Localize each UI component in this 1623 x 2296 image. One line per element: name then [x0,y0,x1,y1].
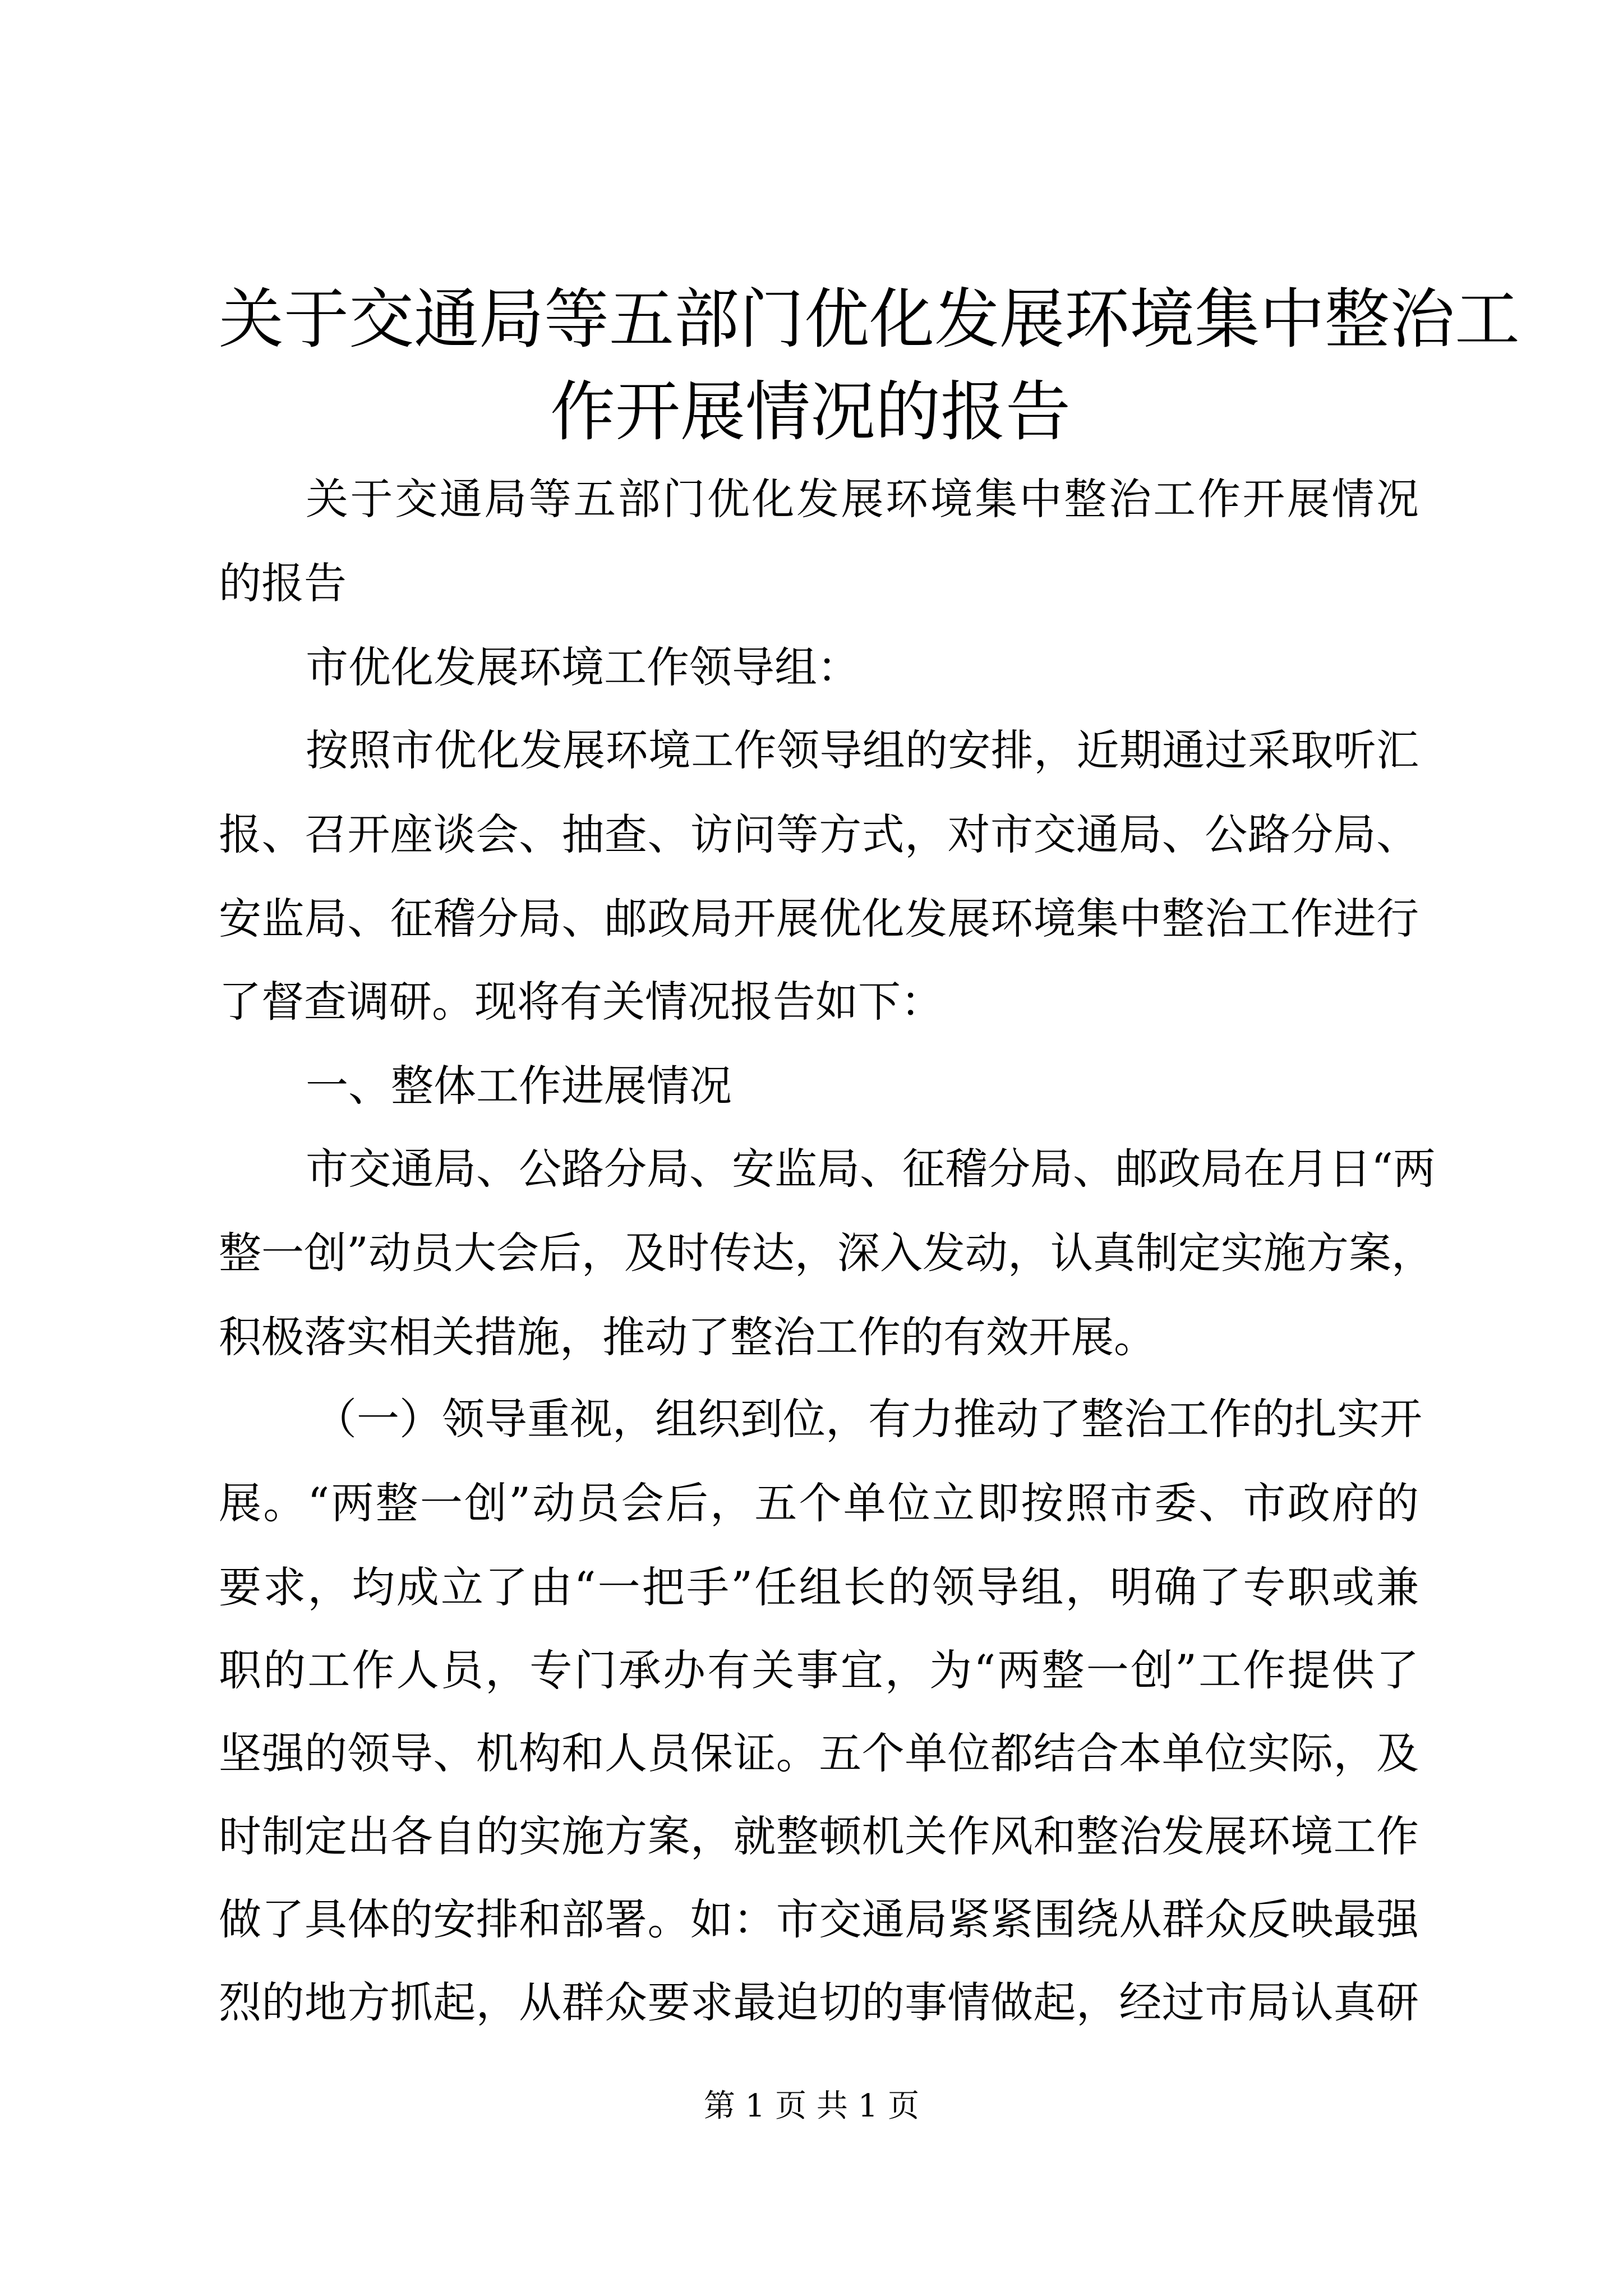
document-title-line-2: 作开展情况的报告 [550,374,1071,450]
body-line: 安监局、征稽分局、邮政局开展优化发展环境集中整治工作进行 [219,894,1419,944]
body-line: 时制定出各自的实施方案，就整顿机关作风和整治发展环境工作 [219,1811,1419,1861]
body-line: 要求，均成立了由“一把手”任组长的领导组，明确了专职或兼 [219,1562,1419,1612]
body-line: 做了具体的安排和部署。如：市交通局紧紧围绕从群众反映最强 [219,1894,1419,1944]
body-line: 积极落实相关措施，推动了整治工作的有效开展。 [219,1312,1156,1362]
page-footer: 第 1 页 共 1 页 [703,2088,920,2124]
subsection-line: （一）领导重视，组织到位，有力推动了整治工作的扎实开 [314,1394,1422,1444]
body-line: 关于交通局等五部门优化发展环境集中整治工作开展情况 [306,474,1419,524]
body-line: 报、召开座谈会、抽查、访问等方式，对市交通局、公路分局、 [219,809,1419,859]
body-line: 整一创”动员大会后，及时传达，深入发动，认真制定实施方案， [219,1228,1434,1278]
body-line: 的报告 [219,558,347,608]
salutation: 市优化发展环境工作领导组： [306,642,860,692]
body-line: 职的工作人员，专门承办有关事宜，为“两整一创”工作提供了 [219,1645,1419,1695]
body-line: 了督查调研。现将有关情况报告如下： [219,977,943,1027]
document-title-line-1: 关于交通局等五部门优化发展环境集中整治工 [219,282,1520,357]
body-line: 展。“两整一创”动员会后，五个单位立即按照市委、市政府的 [219,1478,1419,1528]
body-line: 坚强的领导、机构和人员保证。五个单位都结合本单位实际，及 [219,1728,1419,1778]
section-heading: 一、整体工作进展情况 [306,1061,732,1111]
body-line: 市交通局、公路分局、安监局、征稽分局、邮政局在月日“两 [306,1144,1436,1194]
body-line: 烈的地方抓起，从群众要求最迫切的事情做起，经过市局认真研 [219,1977,1419,2027]
body-line: 按照市优化发展环境工作领导组的安排，近期通过采取听汇 [306,725,1419,775]
